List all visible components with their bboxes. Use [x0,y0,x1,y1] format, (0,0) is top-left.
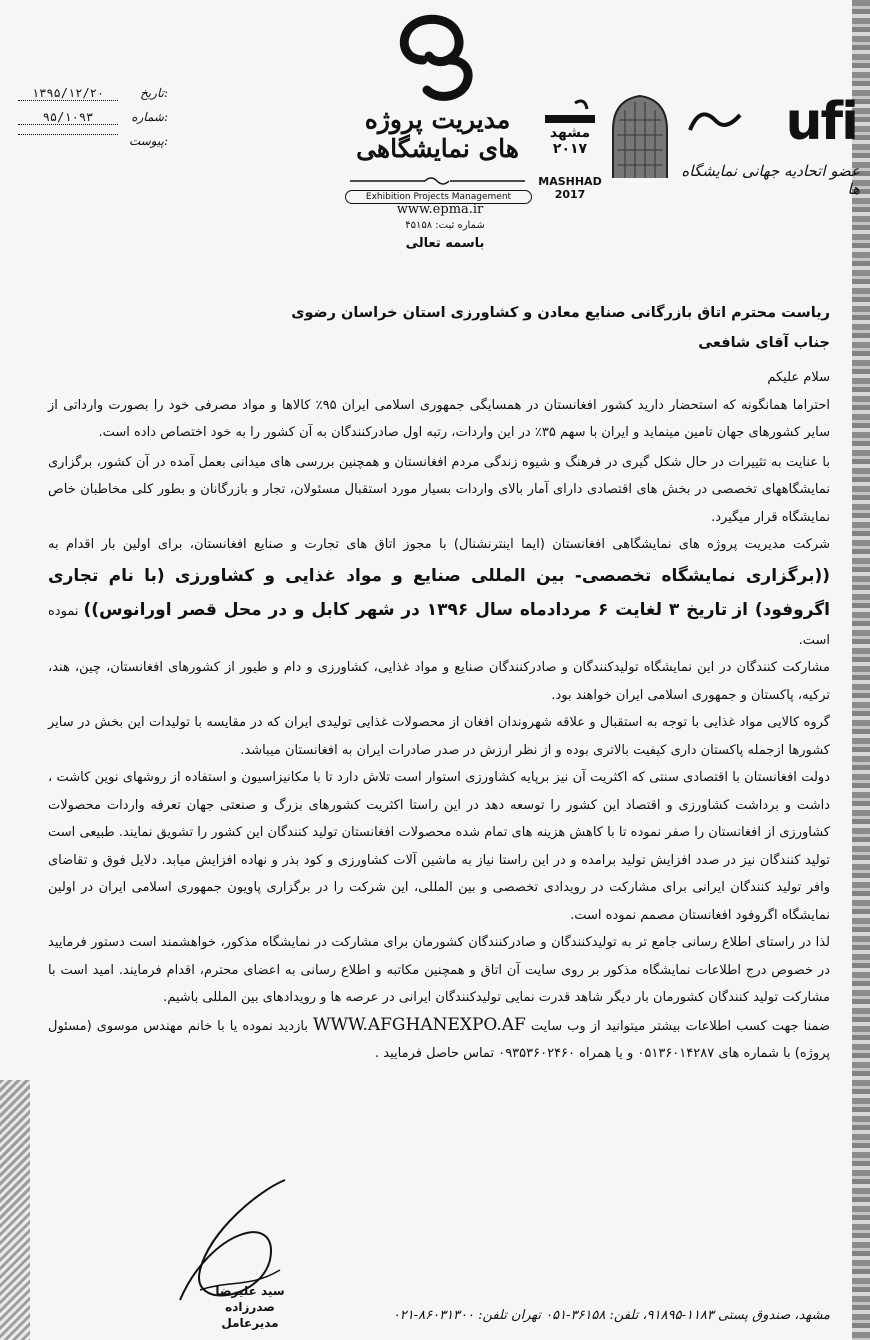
mashhad-en: MASHHAD 2017 [538,175,602,201]
ornament-icon [345,174,530,188]
epma-logo [345,10,530,220]
signatory [190,1283,310,1331]
paragraph-8-a: ضمنا جهت کسب اطلاعات بیشتر میتوانید از وب سایت [530,1018,831,1034]
addressee-line2: جناب آقای شافعی [698,335,830,351]
letter-body [48,298,830,1068]
paragraph-4: مشارکت کنندگان در این نمایشگاه تولیدکنندگان و صادرکنندگان صنایع و مواد غذایی، کشاورزی و دام و طیور از کشورهای افغانستان، چین، هند، ترکیه، پاکستان و جمهوری اسلامی ایران خواهند بود. [48,660,830,703]
addressee [48,298,830,358]
paragraph-2: با عنایت به تثییرات در حال شکل گیری در فرهنگ و شیوه زندگی مردم افغانستان و همچنین بررسی های میدانی بعمل آمده در آن کشور، برگزاری نمایشگاههای تخصصی در بخش های اقتصادی دارای آمار بالای واردات بسیار مورد استقبال مسئولان، تجار و بازرگانان و بطور کلی مخاطبان خاص نمایشگاه قرار میگیرد. [48,454,830,525]
dome-icon [605,90,675,180]
signatory-name: سید علیرضا صدرزاده [215,1284,285,1314]
mashhad-2017-logo [535,95,605,185]
number-label: شماره: [131,110,168,124]
paragraph-6: دولت افغانستان با اقتصادی سنتی که اکثریت آن نیز برپایه کشاورزی استوار است تلاش دارد تا با مکانیزاسیون و استفاده از روشهای نوین کاشت ، داشت و برداشت کشاورزی و اقتصاد این کشور را توسعه دهد در این راستا اکثریت کشورهای بزرگ و صنعتی جهان تعرفه واردات محصولات کشاورزی از افغانستان را صفر نموده تا با کاهش هزینه های تمام شده محصولات افغانستان تولید کنندگان این کشور را تشویق نمایند. طبیعی است تولید کنندگان نیز در صدد افزایش تولید برامده و در این راستا نیاز به ماشین آلات کشاورزی و کود بذر و نهاده افزایش میابد. دلایل فوق و تقاضای وافر تولید کنندگان ایرانی برای مشارکت در رویدادی تخصصی و بین المللی، این شرکت را در برگزاری پاویون جمهوری اسلامی ایران در اولین نمایشگاه اگروفود افغانستان مصمم نموده است. [48,770,830,923]
paragraph-3 [48,531,830,654]
website: www.epma.ir [396,202,484,217]
mashhad-fa: مشهد ۲۰۱۷ [549,125,591,157]
event-highlight-1: ((برگزاری نمایشگاه تخصصی- بین المللی صنایع و مواد غذایی و کشاورزی (با نام تجاری اگروفود) از [48,565,830,620]
date-value: ۱۳۹۵/۱۲/۲۰ [18,86,118,101]
scan-edge-left [0,1080,30,1340]
footer-address: مشهد، صندوق پستی ۱۱۸۳-۹۱۸۹۵، تلفن: ۳۶۱۵۸-۰۵۱ تهران تلفن: ۸۶۰۳۱۳۰۰-۰۲۱ [392,1308,830,1323]
attachment-value [18,134,118,135]
ufi-member-text: عضو اتحادیه جهانی نمایشگاه ها [681,162,860,198]
addressee-line1: ریاست محترم اتاق بازرگانی صنایع معادن و کشاورزی استان خراسان رضوی [291,305,830,321]
org-name-fa: مدیریت پروژه های نمایشگاهی [356,105,519,163]
epma-emblem-icon [345,10,530,105]
greeting: سلام علیکم [767,370,830,385]
ufi-logo [680,92,865,202]
paragraph-7: لذا در راستای اطلاع رسانی جامع تر به تولیدکنندگان و صادرکنندگان کشورمان برای مشارکت در نمایشگاه مذکور، خواهشمند است دستور فرمایید در خصوص درج اطلاعات نمایشگاه مذکور بر روی سایت آن اتاق و همچنین مکاتبه و اطلاع رسانی به اعضای محترم، اقدام فرمایند. امید است با مشارکت تولید کنندگان کشورمان بار دیگر شاهد قدرت نمایی تولیدکنندگان ایرانی در عرصه ها و رویدادهای بین المللی باشیم. [48,935,830,1005]
letter-meta [18,86,168,158]
attachment-label: پیوست: [128,134,168,148]
paragraph-8-b: بازدید نموده یا با خانم مهندس موسوی (مسئول پروژه) با شماره های ۰۵۱۳۶۰۱۴۲۸۷ و یا همراه ۰۹۳۵۳۶۰۲۴۶۰ تماس حاصل فرمایید . [48,1018,830,1061]
basmala: باسمه تعالی [405,236,485,251]
registration-number: شماره ثبت: ۴۵۱۵۸ [405,220,485,231]
date-label: تاریخ: [140,86,168,100]
org-name-en: Exhibition Projects Management [345,190,532,204]
paragraph-5: گروه کالایی مواد غذایی با توجه به استقبال و علاقه شهروندان افغان از محصولات غذایی تولیدی ایران که در مقایسه با تولیدات این بخش در سایر کشورها ازجمله پاکستان داری کیفیت بالاتری بوده و از نظر ارزش در صدر صادرات ایران به افغانستان میباشد. [48,715,830,758]
ufi-text: ufi [785,92,857,152]
paragraph-3-intro: شرکت مدیریت پروژه های نمایشگاهی افغانستان (ایما اینترنشنال) با مجوز اتاق های تجارت و صنایع افغانستان، برای اولین بار اقدام به [48,537,830,552]
shrine-dome-logo [605,90,675,180]
ufi-mark-icon [680,100,750,160]
event-highlight-2: تاریخ ۳ لغایت ۶ مردادماه سال ۱۳۹۶ در شهر کابل و در محل قصر اورانوس)) [83,599,728,620]
number-value: ۹۵/۱۰۹۳ [18,110,118,125]
paragraph-1: احتراما همانگونه که استحضار دارید کشور افغانستان در همسایگی جمهوری اسلامی ایران ۹۵٪ کالاها و مواد مصرفی خود را بصورت وارداتی از سایر کشورهای جهان تامین مینماید و ایران با سهم ۳۵٪ در این واردات، رتبه اول صادرکنندگان به آن کشور را به خود اختصاص داده است. [48,397,830,440]
paragraph-8 [48,1012,830,1068]
signatory-title: مدیرعامل [221,1316,279,1330]
paragraph-3-end: نموده است. [48,603,830,648]
website-link[interactable]: WWW.AFGHANEXPO.AF [313,1014,526,1035]
